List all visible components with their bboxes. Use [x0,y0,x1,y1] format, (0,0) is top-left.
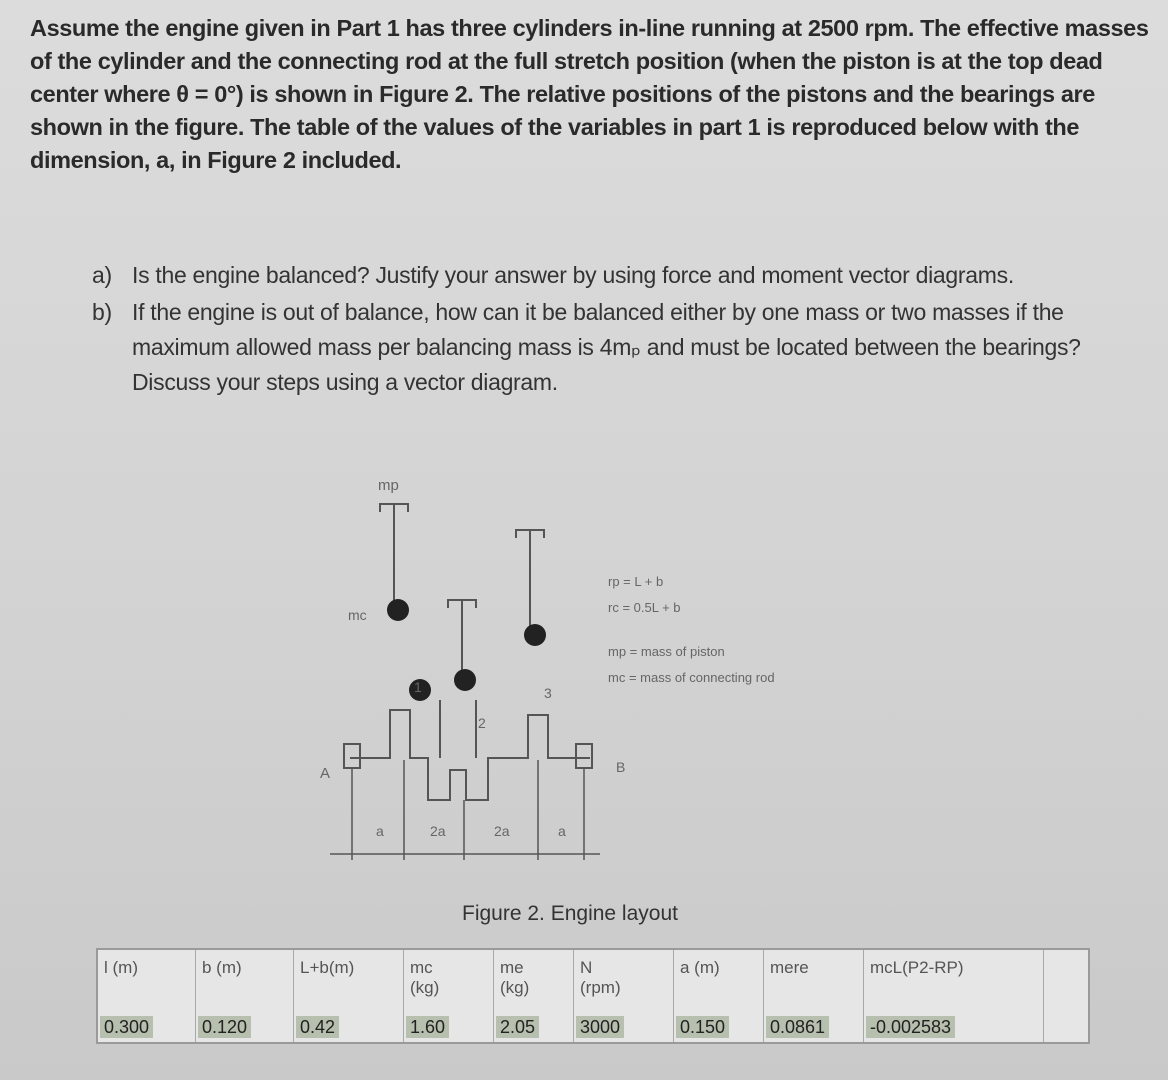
mass-mc-2 [454,669,476,691]
label-bearing-b: B [616,759,626,775]
value-mc: 1.60 [406,1016,449,1038]
legend-mp: mp = mass of piston [608,644,725,659]
label-cyl-3: 3 [544,685,552,701]
label-cyl-1: 1 [414,679,422,695]
header-n: N (rpm) [580,958,621,997]
legend-rp: rp = L + b [608,574,664,589]
col-lb [294,950,404,1042]
question-b-text: If the engine is out of balance, how can it be balanced either by one mass or two masses if the maximum allowed mass per balancing mass is 4mₚ and must be located between the bearings? Discuss your steps using a vector diagram. [132,299,1081,395]
engine-layout-figure [300,460,920,880]
header-me: me (kg) [500,958,530,997]
legend-mc: mc = mass of connecting rod [608,670,775,685]
figure-caption: Figure 2. Engine layout [462,902,678,925]
col-mc [404,950,494,1042]
value-mere: 0.0861 [766,1016,829,1038]
value-b: 0.120 [198,1016,251,1038]
col-me [494,950,574,1042]
question-b [92,295,1142,400]
dim-2a-left: 2a [430,823,446,839]
header-a: a (m) [680,958,720,977]
variables-table [96,948,1090,1044]
header-l: l (m) [104,958,138,977]
question-list [92,258,1142,402]
problem-statement: Assume the engine given in Part 1 has three cylinders in-line running at 2500 rpm. The effective masses of the cylinder and the connecting rod at the full stretch position (when the piston is at the top dead center where θ = 0°) is shown in Figure 2. The relative positions of the pistons and the bearings are shown in the figure. The table of the values of the variables in part 1 is reproduced below with the dimension, a, in Figure 2 included. [30,15,1149,173]
col-n [574,950,674,1042]
value-l: 0.300 [100,1016,153,1038]
bearing-a-block [344,744,360,768]
bearing-b-block [576,744,592,768]
header-mcl: mcL(P2-RP) [870,958,964,977]
dim-a-right: a [558,823,566,839]
header-mere: mere [770,958,809,977]
label-mp: mp [378,477,399,494]
header-mc: mc (kg) [410,958,440,997]
dim-a-left: a [376,823,384,839]
col-a [674,950,764,1042]
question-a-label: a) [92,262,112,288]
value-me: 2.05 [496,1016,539,1038]
value-a: 0.150 [676,1016,729,1038]
mass-mc-1 [387,599,409,621]
question-a-text: Is the engine balanced? Justify your answer by using force and moment vector diagrams. [132,262,1014,288]
label-bearing-a: A [320,765,331,782]
question-b-label: b) [92,299,112,325]
col-empty [1044,950,1084,1042]
legend-rc: rc = 0.5L + b [608,600,681,615]
col-mcl [864,950,1044,1042]
question-a [92,258,1142,293]
value-mcl: -0.002583 [866,1016,955,1038]
value-lb: 0.42 [296,1016,339,1038]
label-mc: mc [348,607,367,623]
label-cyl-2: 2 [478,715,486,731]
mass-mc-3 [524,624,546,646]
col-mere [764,950,864,1042]
col-l [98,950,196,1042]
header-lb: L+b(m) [300,958,355,977]
value-n: 3000 [576,1016,624,1038]
header-b: b (m) [202,958,242,977]
dim-2a-right: 2a [494,823,510,839]
crankshaft [350,710,590,800]
col-b [196,950,294,1042]
